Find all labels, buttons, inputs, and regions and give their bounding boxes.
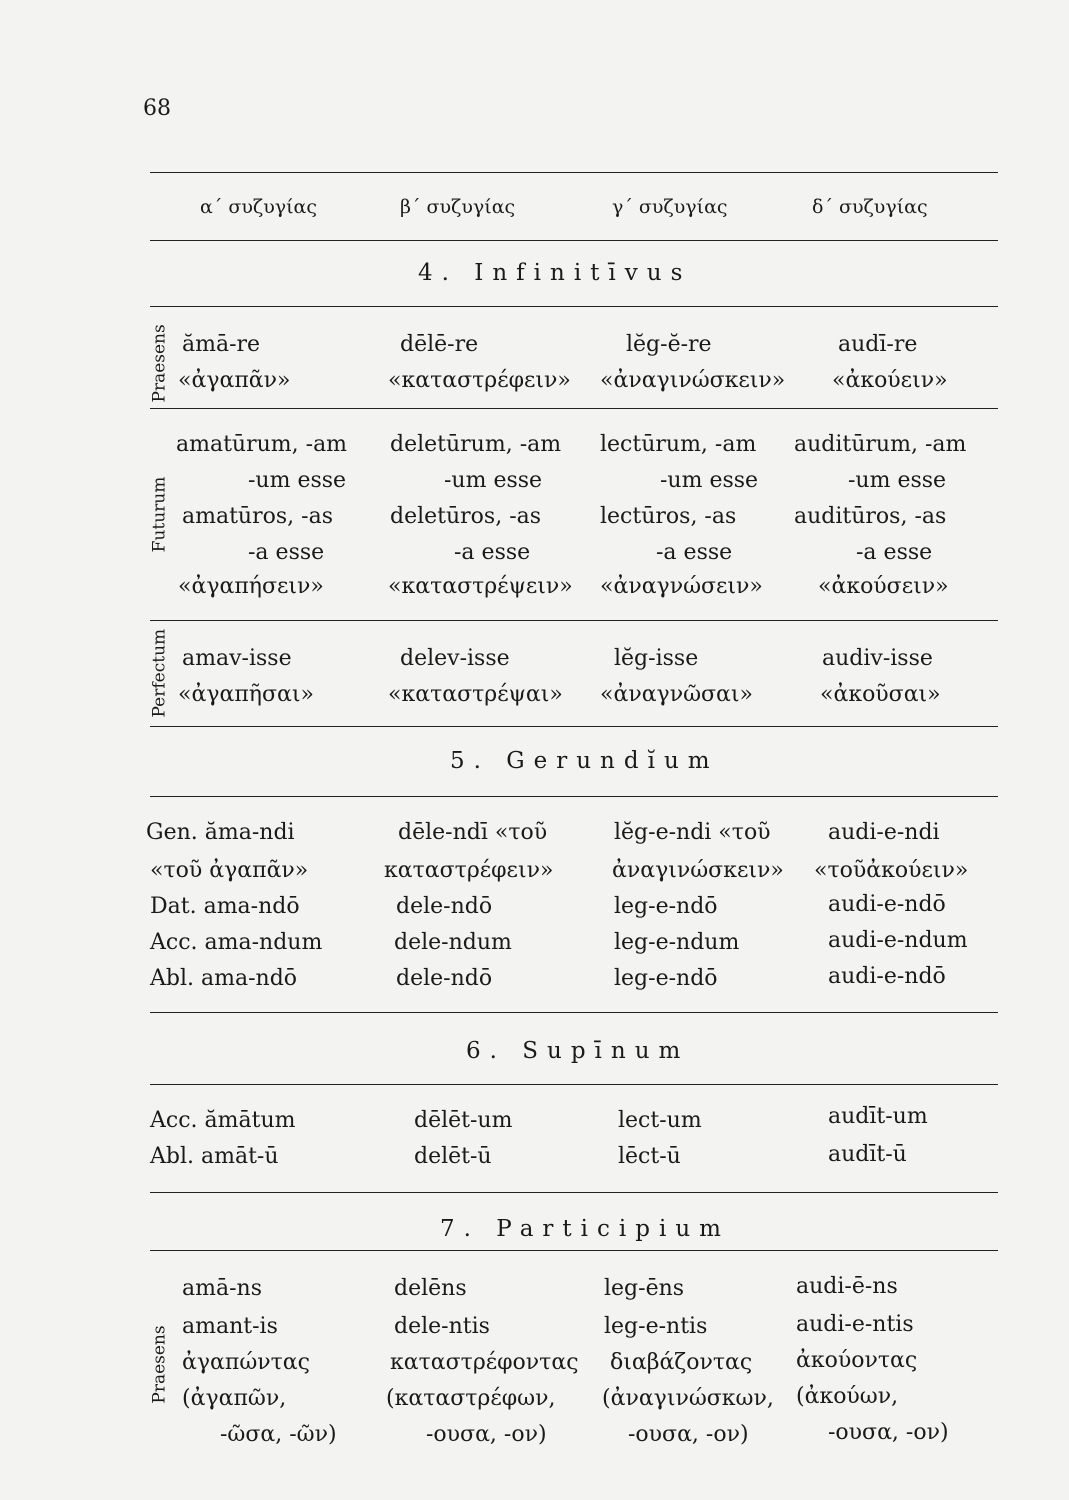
cell: lectūrum, -am (600, 432, 757, 457)
cell: leg-e-ndō (614, 894, 718, 919)
cell: (ἀναγινώσκων, (602, 1386, 774, 1411)
cell: «καταστρέφειν» (388, 368, 571, 393)
cell: dele-ndō (396, 966, 493, 991)
cell: «ἀκοῦσαι» (820, 682, 941, 707)
cell: audīt-um (828, 1104, 928, 1129)
cell: -ουσα, -ον) (828, 1420, 949, 1445)
cell: -ουσα, -ον) (628, 1422, 749, 1447)
cell: lĕg-e-ndi «τοῦ (614, 820, 771, 845)
rule (150, 408, 998, 409)
cell: -a esse (656, 540, 733, 565)
cell: auditūros, -as (794, 504, 947, 529)
cell: «ἀγαπᾶν» (178, 368, 291, 393)
cell: -a esse (248, 540, 325, 565)
cell: audi-e-ntis (796, 1312, 914, 1337)
cell: lĕg-isse (614, 646, 699, 671)
rule (150, 1192, 998, 1193)
cell: deletūros, -as (390, 504, 542, 529)
cell: dele-ntis (394, 1314, 490, 1339)
cell: dele-ndum (394, 930, 512, 955)
cell: leg-ēns (604, 1276, 685, 1301)
cell: (ἀγαπῶν, (182, 1386, 287, 1411)
column-header-3: γ΄ συζυγίας (612, 196, 728, 218)
section-title-supinum: 6. Supīnum (466, 1038, 690, 1064)
section-title-infinitivus: 4. Infinitīvus (418, 260, 692, 286)
rule (150, 1012, 998, 1013)
cell: audīt-ū (828, 1142, 907, 1167)
rule (150, 726, 998, 727)
cell: amav-isse (182, 646, 292, 671)
cell: amā-ns (182, 1276, 262, 1301)
cell: «ἀκούειν» (832, 368, 948, 393)
cell: (καταστρέφων, (386, 1386, 556, 1411)
cell: Acc. ămātum (150, 1108, 296, 1133)
cell: ἀγαπώντας (182, 1350, 310, 1375)
cell: ἀναγινώσκειν» (612, 858, 784, 883)
cell: dēlē-re (400, 332, 479, 357)
cell: Acc. ama-ndum (150, 930, 323, 955)
cell: (ἀκούων, (796, 1384, 899, 1409)
cell: delev-isse (400, 646, 510, 671)
cell: lectūros, -as (600, 504, 737, 529)
rule (150, 1084, 998, 1085)
row-label-praesens: Praesens (149, 1325, 170, 1404)
cell: «ἀγαπῆσαι» (178, 682, 314, 707)
cell: -um esse (248, 468, 347, 493)
cell: -um esse (444, 468, 543, 493)
cell: dēlēt-um (414, 1108, 513, 1133)
cell: -ῶσα, -ῶν) (220, 1422, 337, 1447)
cell: Dat. ama-ndō (150, 894, 300, 919)
cell: -a esse (454, 540, 531, 565)
page-number: 68 (143, 96, 171, 121)
cell: auditūrum, -am (794, 432, 967, 457)
cell: «τοῦ ἀγαπᾶν» (150, 858, 309, 883)
cell: audi-e-ndō (828, 964, 946, 989)
row-label-praesens: Praesens (149, 324, 170, 403)
cell: lect-um (618, 1108, 702, 1133)
cell: «ἀγαπήσειν» (178, 574, 324, 599)
section-title-gerundium: 5. Gerundĭum (450, 748, 719, 774)
cell: audi-e-ndi (828, 820, 940, 845)
cell: «ἀναγνῶσαι» (600, 682, 753, 707)
cell: «ἀναγνώσειν» (600, 574, 763, 599)
cell: «τοῦἀκούειν» (814, 858, 969, 883)
cell: delēns (394, 1276, 467, 1301)
cell: ămā-re (182, 332, 261, 357)
cell: delēt-ū (414, 1144, 492, 1169)
cell: lēct-ū (618, 1144, 681, 1169)
row-label-futurum: Futurum (149, 476, 170, 553)
cell: «ἀναγινώσκειν» (600, 368, 786, 393)
row-label-perfectum: Perfectum (149, 628, 170, 718)
cell: -a esse (856, 540, 933, 565)
cell: Gen. ăma-ndi (146, 820, 295, 845)
cell: amatūrum, -am (176, 432, 348, 457)
column-header-1: α΄ συζυγίας (200, 196, 318, 218)
cell: lĕg-ĕ-re (626, 332, 712, 357)
cell: καταστρέφειν» (384, 858, 554, 883)
cell: «ἀκούσειν» (818, 574, 949, 599)
cell: audī-re (838, 332, 918, 357)
cell: -um esse (660, 468, 759, 493)
cell: dele-ndō (396, 894, 493, 919)
cell: Abl. amāt-ū (150, 1144, 279, 1169)
rule (150, 240, 998, 241)
cell: audiv-isse (822, 646, 933, 671)
cell: Abl. ama-ndō (150, 966, 298, 991)
cell: dēle-ndī «τοῦ (398, 820, 548, 845)
cell: leg-e-ndum (614, 930, 740, 955)
cell: leg-e-ntis (604, 1314, 708, 1339)
cell: amatūros, -as (182, 504, 333, 529)
column-header-2: β΄ συζυγίας (400, 196, 516, 218)
cell: audi-e-ndō (828, 892, 946, 917)
section-title-participium: 7. Participium (440, 1216, 730, 1242)
column-header-4: δ΄ συζυγίας (812, 196, 928, 218)
cell: deletūrum, -am (390, 432, 562, 457)
cell: διαβάζοντας (610, 1350, 753, 1375)
rule (150, 306, 998, 307)
cell: -um esse (848, 468, 947, 493)
cell: «καταστρέψειν» (388, 574, 573, 599)
cell: -ουσα, -ον) (426, 1422, 547, 1447)
rule (150, 172, 998, 173)
rule (150, 1250, 998, 1251)
rule (150, 796, 998, 797)
cell: amant-is (182, 1314, 278, 1339)
cell: καταστρέφοντας (390, 1350, 579, 1375)
cell: leg-e-ndō (614, 966, 718, 991)
cell: audi-ē-ns (796, 1274, 898, 1299)
cell: «καταστρέψαι» (388, 682, 563, 707)
cell: ἀκούοντας (796, 1348, 918, 1373)
rule (150, 620, 998, 621)
cell: audi-e-ndum (828, 928, 968, 953)
